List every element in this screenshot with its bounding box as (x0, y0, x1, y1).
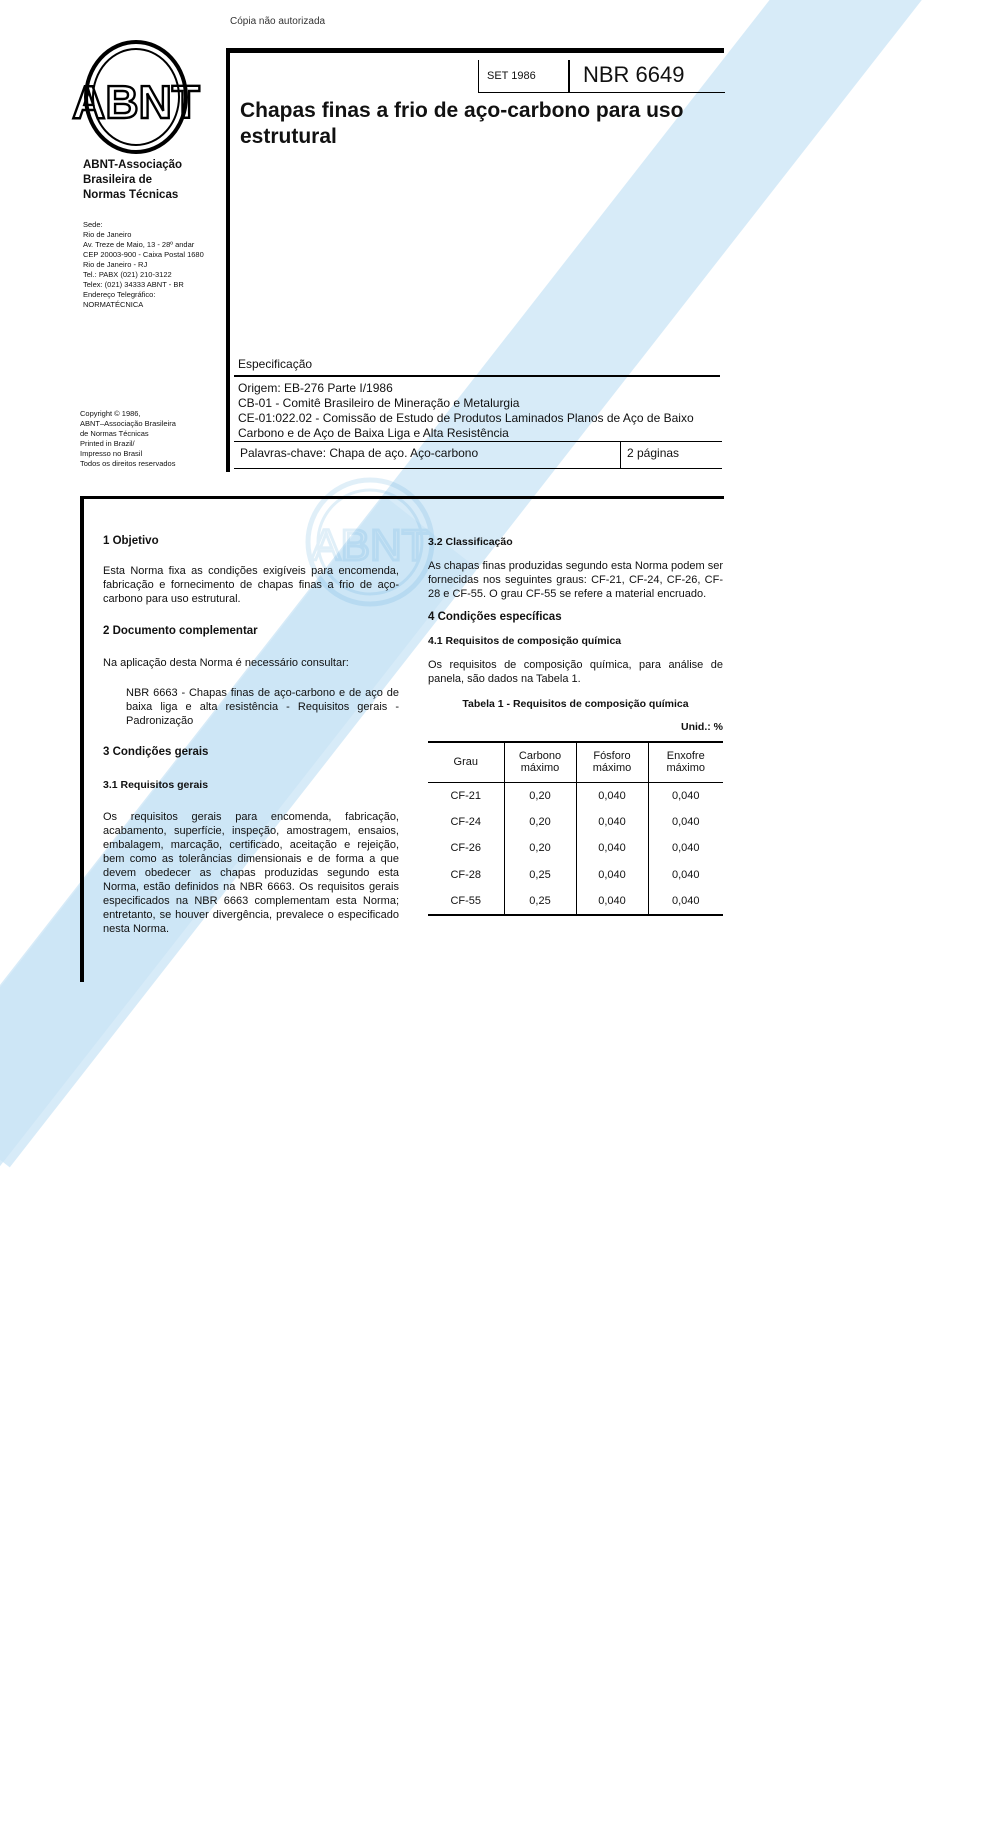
grade-cell: CF-55 (428, 888, 504, 915)
address-line: Av. Treze de Maio, 13 - 28º andar (83, 240, 195, 249)
table-row (428, 862, 723, 889)
table-header (428, 742, 723, 782)
address-line: CEP 20003-900 - Caixa Postal 1680 (83, 250, 204, 259)
header-grade: Grau (428, 742, 504, 782)
copyright-line: Copyright © 1986, (80, 409, 141, 418)
header-carbon: Carbono máximo (504, 742, 576, 782)
body-frame-top-rule (80, 496, 724, 499)
phosphorus-cell: 0,040 (576, 809, 648, 836)
carbon-cell: 0,20 (504, 782, 576, 809)
grade-cell: CF-26 (428, 835, 504, 862)
logo-lettering: ABNT (72, 76, 200, 128)
reference-text: NBR 6663 - Chapas finas de aço-carbono e de aço de baixa liga e alta resistência - Requisitos gerais - Padronização (126, 687, 399, 727)
sulfur-cell: 0,040 (671, 789, 700, 802)
carbon-cell: 0,20 (504, 809, 576, 836)
sulfur-cell: 0,040 (671, 868, 700, 881)
organization-address (83, 220, 233, 310)
heading-text: 4 Condições específicas (428, 611, 562, 623)
table-body (428, 782, 723, 915)
copyright-line: de Normas Técnicas (80, 429, 149, 438)
section-3-1-heading (103, 778, 399, 792)
phosphorus-cell: 0,040 (576, 862, 648, 889)
header-phosphorus: Fósforo máximo (576, 742, 648, 782)
section-3-2-text (428, 559, 723, 601)
section-3-1-text (103, 810, 399, 936)
grade-cell: CF-21 (428, 782, 504, 809)
composition-table (428, 741, 723, 916)
heading-text: 4.1 Requisitos de composição química (428, 635, 622, 647)
unauthorized-copy-notice: Cópia não autorizada (230, 16, 326, 27)
copyright-line: Todos os direitos reservados (80, 459, 176, 468)
table-unit (428, 720, 723, 734)
body-frame-left-rule (80, 496, 84, 982)
standard-code-box (568, 60, 725, 93)
section-3-2-heading (428, 535, 723, 549)
section-4-heading (428, 610, 723, 624)
org-name-line: Brasileira de (83, 174, 153, 186)
copyright-notice (80, 409, 230, 469)
paragraph: Os requisitos de composição química, para análise de panela, são dados na Tabela 1. (428, 659, 723, 685)
address-line: Tel.: PABX (021) 210-3122 (83, 270, 172, 279)
document-type: Especificação (238, 357, 313, 371)
phosphorus-cell: 0,040 (576, 888, 648, 915)
section-4-1-text (428, 658, 723, 686)
origin-block (238, 381, 718, 441)
origin-line: Origem: EB-276 Parte I/1986 (238, 381, 393, 395)
keywords: Palavras-chave: Chapa de aço. Aço-carbono (240, 446, 479, 460)
table-row (428, 809, 723, 836)
reference-item (126, 686, 399, 728)
study-commission-line: CE-01:022.02 - Comissão de Estudo de Produtos Laminados Planos de Aço de Baixo Carbono e de Aço de Baixa Liga e Alta Resistência (238, 411, 694, 440)
section-2-heading (103, 624, 399, 638)
carbon-cell: 0,25 (504, 888, 576, 915)
svg-text:ABNT: ABNT (311, 521, 429, 570)
phosphorus-cell: 0,040 (576, 835, 648, 862)
copyright-line: ABNT–Associação Brasileira (80, 419, 176, 428)
section-2-text (103, 656, 399, 670)
section-3-heading (103, 745, 399, 759)
committee-line: CB-01 - Comitê Brasileiro de Mineração e Metalurgia (238, 396, 520, 410)
heading-text: 3 Condições gerais (103, 746, 209, 758)
organization-name (83, 158, 223, 203)
paragraph: Na aplicação desta Norma é necessário consultar: (103, 657, 349, 669)
copyright-line: Impresso no Brasil (80, 449, 143, 458)
address-line: Endereço Telegráfico: (83, 290, 156, 299)
table-row (428, 888, 723, 915)
heading-text: 2 Documento complementar (103, 625, 258, 637)
standard-code: NBR 6649 (583, 62, 685, 87)
heading-text: 3.1 Requisitos gerais (103, 779, 209, 791)
grade-cell: CF-24 (428, 809, 504, 836)
section-1-heading (103, 534, 399, 548)
table-header-row (428, 742, 723, 782)
section-1-text (103, 564, 399, 606)
carbon-cell: 0,20 (504, 835, 576, 862)
publication-date: SET 1986 (487, 70, 536, 82)
heading-text: 3.2 Classificação (428, 536, 513, 548)
sulfur-cell: 0,040 (671, 842, 700, 855)
copyright-line: Printed in Brazil/ (80, 439, 135, 448)
grade-cell: CF-28 (428, 862, 504, 889)
phosphorus-cell: 0,040 (576, 782, 648, 809)
carbon-cell: 0,25 (504, 862, 576, 889)
table-title-text: Tabela 1 - Requisitos de composição química (462, 698, 689, 710)
paragraph: Esta Norma fixa as condições exigíveis para encomenda, fabricação e fornecimento de chapas finas a frio de aço-carbono para uso estrutural. (103, 565, 399, 605)
address-line: NORMATÉCNICA (83, 300, 144, 309)
address-line: Sede: (83, 220, 103, 229)
unit-text: Unid.: % (681, 721, 723, 733)
keywords-bar (234, 441, 722, 469)
org-name-line: Normas Técnicas (83, 189, 179, 201)
header-frame-top-rule (226, 48, 724, 53)
address-line: Rio de Janeiro - RJ (83, 260, 148, 269)
header-sulfur: Enxofre máximo (666, 750, 705, 775)
address-line: Telex: (021) 34333 ABNT - BR (83, 280, 184, 289)
document-title: Chapas finas a frio de aço-carbono para uso estrutural (240, 99, 684, 148)
page-count-cell (620, 442, 680, 468)
date-box (478, 60, 570, 93)
header-frame-left-rule (226, 48, 230, 472)
paragraph: Os requisitos gerais para encomenda, fabricação, acabamento, superfície, inspeção, amostragem, ensaios, embalagem, marcação, certificado, aceitação e rejeição, bem como as tolerâncias dimensionais e de forma a que devem obedecer as chapas produzidas segundo esta Norma, estão definidos na NBR 6663. Os requisitos gerais especificados na NBR 6663 complementam esta Norma; entretanto, se houver divergência, prevalece o especificado nesta Norma. (103, 811, 399, 935)
org-name-line: ABNT-Associação (83, 159, 183, 171)
page-count: 2 páginas (627, 446, 680, 460)
origin-rule (234, 375, 720, 377)
heading-text: 1 Objetivo (103, 535, 159, 547)
paragraph: As chapas finas produzidas segundo esta Norma podem ser fornecidas nos seguintes graus: CF-21, CF-24, CF-26, CF-28 e CF-55. O grau CF-55 se refere a material encruado. (428, 560, 723, 600)
table-row (428, 835, 723, 862)
address-line: Rio de Janeiro (83, 230, 132, 239)
table-title (428, 697, 723, 711)
abnt-logo (72, 38, 200, 156)
sulfur-cell: 0,040 (671, 815, 700, 828)
section-4-1-heading (428, 634, 723, 648)
table-row (428, 782, 723, 809)
sulfur-cell: 0,040 (671, 894, 700, 907)
